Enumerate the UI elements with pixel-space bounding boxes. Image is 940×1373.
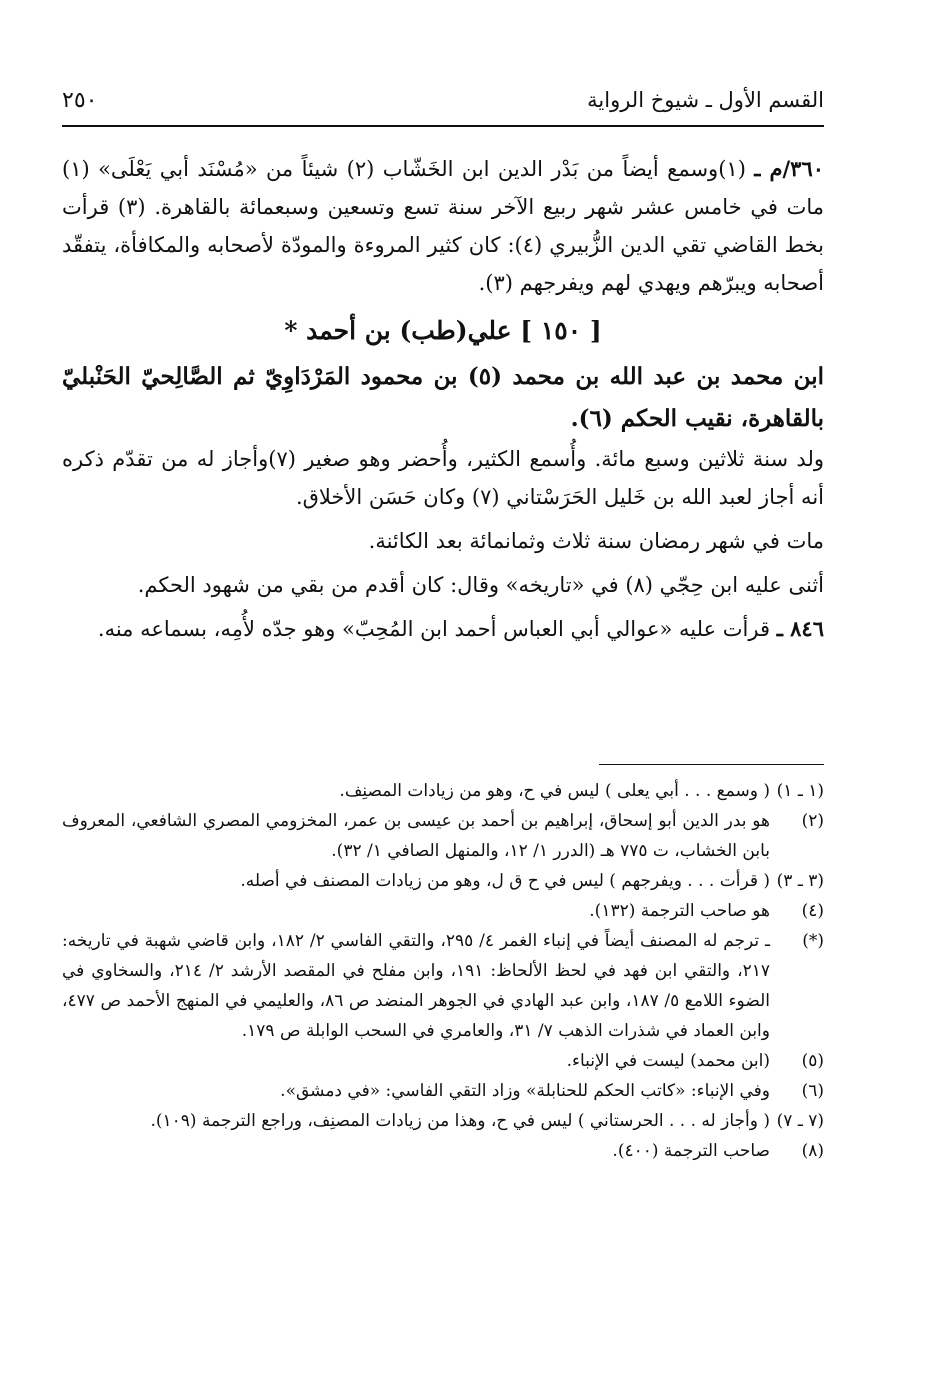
paragraph-birth: ولد سنة ثلاثين وسبع مائة. وأُسمع الكثير، وأُحضر وهو صغير (٧)وأجاز له من تقدّم ذكره أنه أجاز لعبد الله بن خَليل الحَرَسْتاني (٧) وكان حَسَن الأخلاق. (62, 447, 824, 509)
entry-number: ٣٦٠/م ـ (754, 156, 825, 181)
entry-846 (62, 610, 824, 648)
lineage: ابن محمد بن عبد الله بن محمد (٥) بن محمود المَرْدَاوِيّ ثم الصَّالِحيّ الحَنْبليّ بالقاهرة، نقيب الحكم (٦). (62, 363, 824, 432)
footnote (62, 1136, 824, 1166)
footnote (62, 896, 824, 926)
footnote-text: (ابن محمد) ليست في الإنباء. (566, 1051, 770, 1071)
footnote-text: وفي الإنباء: «كاتب الحكم للحنابلة» وزاد التقي الفاسي: «في دمشق». (280, 1081, 770, 1101)
running-head (62, 88, 824, 122)
footnote-label: (*) (802, 931, 824, 951)
entry-360 (62, 150, 824, 302)
footnotes (62, 776, 824, 1166)
footnote-text: هو صاحب الترجمة (١٣٢). (589, 901, 770, 921)
footnote-label: (٣ ـ ٣) (776, 871, 824, 891)
book-page (62, 70, 824, 1310)
footnote-text: ( وأجاز له . . . الحرستاني ) ليس في ح، وهذا من زيادات المصنِف، وراجع الترجمة (١٠٩). (150, 1111, 770, 1131)
footnote-label: (١ ـ ١) (776, 781, 824, 801)
footnote-rule (599, 764, 824, 765)
footnote (62, 806, 824, 866)
header-rule (62, 125, 824, 127)
entry-text: (١)وسمع أيضاً من بَدْر الدين ابن الخَشّاب (٢) شيئاً من «مُسْنَد أبي يَعْلَى» (١) مات في خامس عشر شهر ربيع الآخر سنة تسع وتسعين وسبعمائة بالقاهرة. (٣) قرأت بخط القاضي تقي الدين الزُّبيري (٤): كان كثير المروءة والمودّة لأصحابه والمكافأة، يتفقّد أصحابه ويبرّهم ويهدي لهم ويفرجهم (٣). (62, 157, 825, 295)
footnote-text: ( قرأت . . . ويفرجهم ) ليس في ح ق ل، وهو من زيادات المصنف في أصله. (240, 871, 770, 891)
footnote-text: ( وسمع . . . أبي يعلى ) ليس في ح، وهو من زيادات المصنِف. (339, 781, 770, 801)
footnote-text: ـ ترجم له المصنف أيضاً في إنباء الغمر ٤/ ٢٩٥، والتقي الفاسي ٢/ ١٨٢، وابن قاضي شهبة في تاريخه: ٢١٧، والتقي ابن فهد في لحظ الألحاظ: ١٩١، وابن مفلح في المقصد الأرشد ٢/ ٢١٤، والسخاوي في الضوء اللامع ٥/ ١٨٧، وابن عبد الهادي في الجوهر المنضد ص ٨٦، والعليمي في المنهج الأحمد ص ٤٧٧، وابن العماد في شذرات الذهب ٧/ ٣١، والعامري في السحب الوابلة ص ١٧٩. (62, 931, 771, 1041)
footnote-text: هو بدر الدين أبو إسحاق، إبراهيم بن أحمد بن عيسى بن عمر، المخزومي المصري الشافعي، المعروف بابن الخشاب، ت ٧٧٥ هـ (الدرر ١/ ١٢، والمنهل الصافي ١/ ٣٢). (62, 811, 770, 861)
main-text (62, 150, 824, 648)
running-title: القسم الأول ـ شيوخ الرواية (587, 88, 824, 112)
entry-number: ٨٤٦ ـ (776, 616, 824, 641)
footnote (62, 776, 824, 806)
footnote-label: (٧ ـ ٧) (776, 1111, 824, 1131)
paragraph-praise: أثنى عليه ابن حِجّي (٨) في «تاريخه» وقال: كان أقدم من بقي من شهود الحكم. (137, 573, 824, 597)
footnote (62, 1076, 824, 1106)
paragraph-death: مات في شهر رمضان سنة ثلاث وثمانمائة بعد الكائنة. (368, 529, 824, 553)
footnote (62, 1046, 824, 1076)
footnote-text: صاحب الترجمة (٤٠٠). (612, 1141, 770, 1161)
footnote-label: (٦) (801, 1081, 824, 1101)
page-number: ٢٥٠ (62, 88, 98, 113)
footnote-label: (٢) (801, 811, 824, 831)
entry-text: قرأت عليه «عوالي أبي العباس أحمد ابن المُحِبّ» وهو جدّه لأُمِه، بسماعه منه. (97, 617, 777, 641)
biography-heading: [ ١٥٠ ] علي(طب) بن أحمد * (284, 316, 602, 345)
footnote (62, 926, 824, 1046)
footnote-label: (٨) (801, 1141, 824, 1161)
footnote (62, 1106, 824, 1136)
footnote-label: (٤) (801, 901, 824, 921)
footnote (62, 866, 824, 896)
footnote-label: (٥) (801, 1051, 824, 1071)
